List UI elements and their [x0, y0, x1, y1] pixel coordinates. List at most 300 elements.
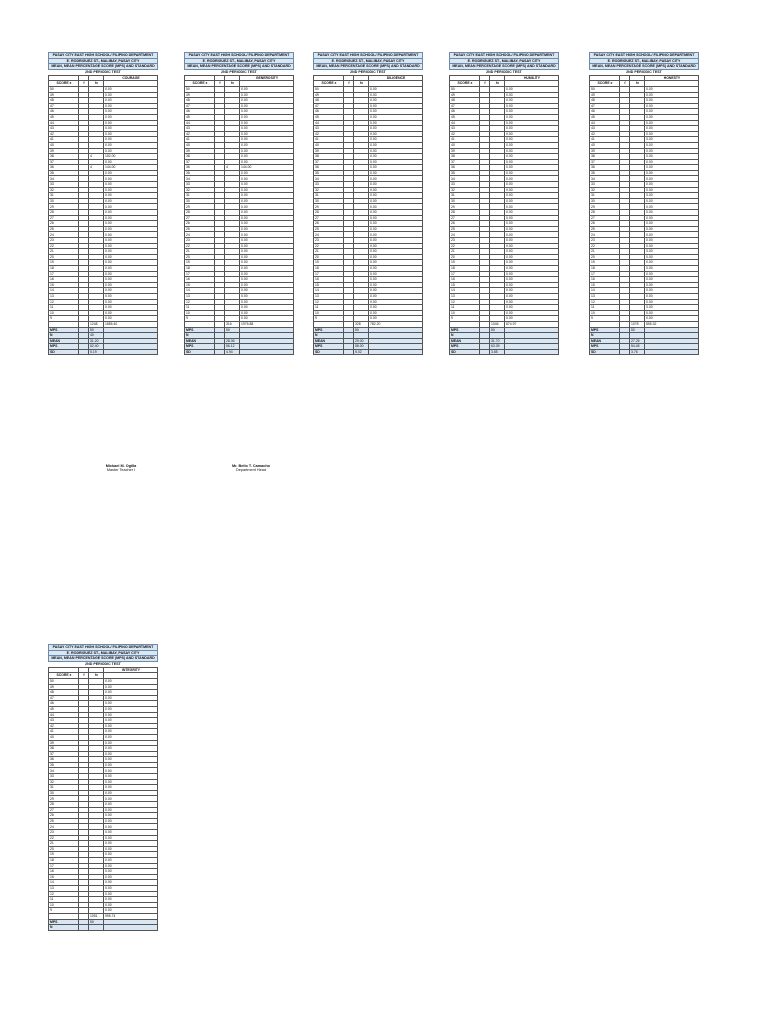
- score-cell: 12: [314, 299, 344, 305]
- fx-cell: 0.00: [505, 226, 559, 232]
- score-cell: 47: [450, 103, 480, 109]
- fx-cell: 0.00: [505, 221, 559, 227]
- fx-cell: 0.00: [240, 226, 294, 232]
- fx-cell: 0.00: [369, 148, 423, 154]
- fx-cell: 0.00: [369, 165, 423, 171]
- score-cell: 27: [450, 215, 480, 221]
- fx-cell: 0.00: [645, 182, 699, 188]
- score-cell: 33: [185, 182, 215, 188]
- score-cell: 27: [314, 215, 344, 221]
- fx-cell: 0.00: [505, 282, 559, 288]
- school-header: [313, 52, 423, 70]
- score-cell: 32: [185, 187, 215, 193]
- fx-cell: 0.00: [505, 305, 559, 311]
- stat-value: 3.76: [630, 349, 645, 355]
- fx-cell: 0.00: [104, 796, 158, 802]
- fx-cell: 0.00: [645, 254, 699, 260]
- fx-cell: 0.00: [645, 204, 699, 210]
- score-cell: 36: [314, 165, 344, 171]
- subject-label: HONESTY: [645, 75, 699, 81]
- fx-cell: 0.00: [104, 131, 158, 137]
- score-cell: 49: [314, 92, 344, 98]
- score-cell: 25: [49, 226, 79, 232]
- score-cell: 20: [49, 254, 79, 260]
- fx-cell: 0.00: [104, 706, 158, 712]
- score-cell: 22: [185, 243, 215, 249]
- score-cell: 22: [49, 835, 79, 841]
- col-score: SCORE x: [49, 673, 79, 679]
- fx-cell: 0.00: [104, 740, 158, 746]
- fx-cell: 0.00: [104, 830, 158, 836]
- col-fx: fx: [630, 81, 645, 87]
- fx-cell: 0.00: [369, 131, 423, 137]
- score-cell: 14: [185, 288, 215, 294]
- fx-cell: 0.00: [240, 232, 294, 238]
- fx-cell: 0.00: [505, 265, 559, 271]
- score-cell: 50: [49, 86, 79, 92]
- fx-cell: 0.00: [369, 265, 423, 271]
- score-cell: 44: [49, 120, 79, 126]
- stat-row: [185, 349, 294, 355]
- score-cell: 30: [49, 198, 79, 204]
- fx-cell: 0.00: [104, 841, 158, 847]
- fx-cell: 0.00: [645, 131, 699, 137]
- score-cell: 15: [314, 282, 344, 288]
- header-line: E. RODRIGUEZ ST., MALIBAY, PASAY CITY: [590, 59, 698, 65]
- score-cell: 9: [314, 316, 344, 322]
- header-line: E. RODRIGUEZ ST., MALIBAY, PASAY CITY: [314, 59, 422, 65]
- score-cell: 25: [590, 226, 620, 232]
- score-cell: 42: [450, 131, 480, 137]
- fx-cell: 0.00: [104, 818, 158, 824]
- score-cell: 39: [590, 148, 620, 154]
- header-line: PASAY CITY EAST HIGH SCHOOL/ FILIPINO DEPARTMENT: [49, 53, 157, 59]
- score-cell: 42: [49, 131, 79, 137]
- fx-cell: 0.00: [505, 142, 559, 148]
- score-cell: 31: [49, 785, 79, 791]
- fx-cell: 0.00: [240, 148, 294, 154]
- score-cell: 49: [49, 92, 79, 98]
- score-cell: 36: [450, 165, 480, 171]
- fx-cell: 0.00: [645, 193, 699, 199]
- score-cell: 31: [185, 193, 215, 199]
- score-cell: 20: [450, 254, 480, 260]
- score-cell: 50: [450, 86, 480, 92]
- fx-cell: 0.00: [104, 762, 158, 768]
- subject-label: COURAGE: [104, 75, 158, 81]
- score-sheet-generosity: [184, 52, 294, 355]
- score-cell: 30: [590, 198, 620, 204]
- col-f: f: [79, 673, 89, 679]
- score-cell: 26: [49, 221, 79, 227]
- stat-label: MPS: [49, 919, 79, 925]
- col-fx: fx: [354, 81, 369, 87]
- fx-cell: 0.00: [505, 215, 559, 221]
- score-cell: 26: [185, 221, 215, 227]
- stat-value: 28.06: [225, 338, 240, 344]
- score-cell: 16: [450, 277, 480, 283]
- score-cell: 23: [590, 238, 620, 244]
- fx-cell: 0.00: [369, 310, 423, 316]
- fx-cell: 0.00: [104, 880, 158, 886]
- score-cell: 45: [49, 114, 79, 120]
- score-cell: 10: [590, 310, 620, 316]
- fx-cell: 0.00: [240, 238, 294, 244]
- fx-cell: 0.00: [505, 254, 559, 260]
- col-f: f: [480, 81, 490, 87]
- score-cell: 48: [450, 98, 480, 104]
- fx-cell: 0.00: [104, 779, 158, 785]
- score-cell: 25: [185, 226, 215, 232]
- score-cell: 22: [314, 243, 344, 249]
- fx-cell: 0.00: [104, 159, 158, 165]
- stat-label: MEAN: [314, 338, 344, 344]
- col-f: f: [344, 81, 354, 87]
- stat-value: 27.25: [630, 338, 645, 344]
- fx-cell: 0.00: [104, 863, 158, 869]
- col-score: SCORE x: [314, 81, 344, 87]
- stat-label: MPS: [49, 327, 79, 333]
- fx-cell: 0.00: [240, 316, 294, 322]
- score-cell: 11: [49, 305, 79, 311]
- fx-cell: 0.00: [645, 305, 699, 311]
- fx-cell: 0.00: [240, 243, 294, 249]
- fx-cell: 0.00: [104, 757, 158, 763]
- signature-title: Master Teacher I: [106, 468, 136, 472]
- fx-cell: 0.00: [104, 293, 158, 299]
- score-cell: 27: [49, 215, 79, 221]
- fx-cell: 0.00: [505, 176, 559, 182]
- fx-cell: 0.00: [505, 114, 559, 120]
- fx-cell: 0.00: [104, 310, 158, 316]
- fx-cell: 0.00: [645, 198, 699, 204]
- fx-cell: 0.00: [645, 238, 699, 244]
- fx-cell: 0.00: [104, 92, 158, 98]
- score-cell: 11: [314, 305, 344, 311]
- total-f: 1046: [490, 321, 505, 327]
- fx-cell: 0.00: [505, 148, 559, 154]
- score-cell: 28: [450, 210, 480, 216]
- header-line: E. RODRIGUEZ ST., MALIBAY, PASAY CITY: [450, 59, 558, 65]
- stat-label: MEAN: [450, 338, 480, 344]
- stat-label: MEAN: [49, 338, 79, 344]
- fx-cell: 0.00: [369, 204, 423, 210]
- score-cell: 14: [49, 288, 79, 294]
- score-cell: 30: [450, 198, 480, 204]
- stat-value: 63.39: [490, 344, 505, 350]
- fx-cell: 0.00: [645, 210, 699, 216]
- stat-value: 4.94: [225, 349, 240, 355]
- f-cell: 4: [89, 154, 104, 160]
- score-cell: 24: [49, 824, 79, 830]
- fx-cell: 0.00: [104, 254, 158, 260]
- score-cell: 12: [185, 299, 215, 305]
- score-cell: 12: [590, 299, 620, 305]
- fx-cell: 0.00: [645, 271, 699, 277]
- score-cell: 12: [450, 299, 480, 305]
- col-fx: fx: [89, 673, 104, 679]
- fx-cell: 0.00: [104, 723, 158, 729]
- fx-cell: 0.00: [369, 142, 423, 148]
- fx-cell: 0.00: [645, 215, 699, 221]
- stat-row: [590, 349, 699, 355]
- school-header: [449, 52, 559, 70]
- score-cell: 26: [450, 221, 480, 227]
- col-score: SCORE x: [49, 81, 79, 87]
- fx-cell: 0.00: [645, 126, 699, 132]
- stat-label: SD: [450, 349, 480, 355]
- fx-cell: 0.00: [369, 187, 423, 193]
- score-cell: 19: [314, 260, 344, 266]
- subject-label: INTEGRITY: [104, 667, 158, 673]
- fx-cell: 0.00: [104, 802, 158, 808]
- stat-row: [314, 349, 423, 355]
- score-cell: 31: [450, 193, 480, 199]
- fx-cell: 0.00: [369, 277, 423, 283]
- score-cell: 41: [590, 137, 620, 143]
- stat-label: N: [450, 333, 480, 339]
- fx-cell: 0.00: [104, 103, 158, 109]
- stat-value: 50: [490, 327, 505, 333]
- score-cell: 49: [590, 92, 620, 98]
- fx-cell: 0.00: [505, 120, 559, 126]
- fx-cell: 0.00: [104, 316, 158, 322]
- fx-cell: 0.00: [645, 243, 699, 249]
- fx-cell: 0.00: [240, 187, 294, 193]
- score-cell: 25: [49, 818, 79, 824]
- fx-cell: 0.00: [240, 182, 294, 188]
- score-cell: 14: [49, 880, 79, 886]
- score-cell: 31: [49, 193, 79, 199]
- score-cell: 16: [185, 277, 215, 283]
- fx-cell: 0.00: [104, 785, 158, 791]
- header-line: E. RODRIGUEZ ST., MALIBAY, PASAY CITY: [49, 651, 157, 657]
- score-cell: 40: [49, 734, 79, 740]
- fx-cell: 0.00: [240, 249, 294, 255]
- score-cell: 42: [314, 131, 344, 137]
- score-cell: 33: [49, 182, 79, 188]
- score-cell: 46: [49, 701, 79, 707]
- score-cell: 21: [49, 249, 79, 255]
- fx-cell: 0.00: [369, 114, 423, 120]
- score-cell: 42: [185, 131, 215, 137]
- score-cell: 29: [185, 204, 215, 210]
- score-cell: 43: [49, 126, 79, 132]
- header-line: MEAN, MEAN PERCENTAGE SCORE (MPS) AND STANDARD: [51, 656, 155, 661]
- header-line: PASAY CITY EAST HIGH SCHOOL/ FILIPINO DEPARTMENT: [450, 53, 558, 59]
- frequency-table: [449, 75, 559, 356]
- stat-value: 40: [89, 333, 104, 339]
- frequency-table: [48, 75, 158, 356]
- score-cell: 12: [49, 891, 79, 897]
- fx-cell: 0.00: [645, 226, 699, 232]
- score-cell: 31: [590, 193, 620, 199]
- score-cell: 46: [314, 109, 344, 115]
- fx-cell: 0.00: [104, 187, 158, 193]
- score-cell: 38: [185, 154, 215, 160]
- header-line: MEAN, MEAN PERCENTAGE SCORE (MPS) AND STANDARD: [316, 64, 420, 69]
- fx-cell: 0.00: [505, 288, 559, 294]
- stat-label: N: [314, 333, 344, 339]
- score-cell: 18: [590, 265, 620, 271]
- fx-cell: 0.00: [505, 165, 559, 171]
- header-line: E. RODRIGUEZ ST., MALIBAY, PASAY CITY: [49, 59, 157, 65]
- score-cell: 31: [314, 193, 344, 199]
- fx-cell: 0.00: [369, 137, 423, 143]
- score-cell: 15: [450, 282, 480, 288]
- col-score: SCORE x: [450, 81, 480, 87]
- fx-cell: 0.00: [104, 701, 158, 707]
- fx-cell: 0.00: [369, 254, 423, 260]
- score-cell: 48: [590, 98, 620, 104]
- score-cell: 32: [590, 187, 620, 193]
- stat-label: MPS: [49, 344, 79, 350]
- fx-cell: 0.00: [104, 238, 158, 244]
- score-cell: 27: [185, 215, 215, 221]
- score-cell: 50: [49, 678, 79, 684]
- fx-cell: 0.00: [505, 271, 559, 277]
- stat-label: SD: [49, 349, 79, 355]
- fx-cell: 0.00: [645, 170, 699, 176]
- score-cell: 48: [49, 98, 79, 104]
- fx-cell: 0.00: [104, 243, 158, 249]
- score-cell: 21: [49, 841, 79, 847]
- fx-cell: 0.00: [645, 176, 699, 182]
- score-cell: 13: [49, 885, 79, 891]
- score-cell: 10: [314, 310, 344, 316]
- school-header: [48, 52, 158, 70]
- score-cell: 39: [314, 148, 344, 154]
- score-cell: 15: [185, 282, 215, 288]
- fx-cell: 0.00: [240, 204, 294, 210]
- test-title: 2ND PERIODIC TEST: [221, 69, 257, 74]
- fx-cell: 0.00: [369, 260, 423, 266]
- header-line: PASAY CITY EAST HIGH SCHOOL/ FILIPINO DEPARTMENT: [590, 53, 698, 59]
- fx-cell: 0.00: [104, 198, 158, 204]
- score-cell: 47: [49, 103, 79, 109]
- fx-cell: 0.00: [104, 874, 158, 880]
- fx-cell: 0.00: [645, 154, 699, 160]
- fx-cell: 144.00: [240, 165, 294, 171]
- fx-cell: 0.00: [505, 154, 559, 160]
- fx-cell: 0.00: [369, 176, 423, 182]
- fx-cell: 0.00: [645, 221, 699, 227]
- stat-value: [89, 925, 104, 931]
- fx-cell: 0.00: [104, 885, 158, 891]
- total-f: 1051: [89, 913, 104, 919]
- col-f: f: [620, 81, 630, 87]
- score-cell: 19: [49, 260, 79, 266]
- test-title: 2ND PERIODIC TEST: [85, 69, 121, 74]
- score-cell: 29: [49, 204, 79, 210]
- score-cell: 50: [185, 86, 215, 92]
- fx-cell: 0.00: [505, 310, 559, 316]
- score-cell: 23: [49, 238, 79, 244]
- fx-cell: 0.00: [104, 215, 158, 221]
- stat-label: MPS: [185, 327, 215, 333]
- stat-label: SD: [590, 349, 620, 355]
- total-fx: 782.20: [369, 321, 423, 327]
- fx-cell: 0.00: [240, 137, 294, 143]
- fx-cell: 0.00: [104, 176, 158, 182]
- score-cell: 41: [185, 137, 215, 143]
- score-cell: 24: [314, 232, 344, 238]
- score-cell: 17: [49, 271, 79, 277]
- score-cell: 18: [185, 265, 215, 271]
- signature-1: [86, 464, 156, 472]
- score-cell: 30: [49, 790, 79, 796]
- total-f: 1078: [630, 321, 645, 327]
- stat-row: [49, 349, 158, 355]
- fx-cell: 0.00: [104, 137, 158, 143]
- col-score: SCORE x: [590, 81, 620, 87]
- score-cell: 32: [450, 187, 480, 193]
- score-cell: 29: [49, 796, 79, 802]
- frequency-table: [313, 75, 423, 356]
- score-cell: 13: [49, 293, 79, 299]
- fx-cell: 0.00: [369, 159, 423, 165]
- score-cell: 43: [314, 126, 344, 132]
- score-cell: 19: [185, 260, 215, 266]
- fx-cell: 0.00: [240, 114, 294, 120]
- fx-cell: 0.00: [104, 221, 158, 227]
- frequency-table: [48, 667, 158, 931]
- score-cell: 33: [314, 182, 344, 188]
- score-cell: 32: [314, 187, 344, 193]
- fx-cell: 0.00: [505, 204, 559, 210]
- total-f: 1248: [89, 321, 104, 327]
- fx-cell: 0.00: [240, 98, 294, 104]
- fx-cell: 0.00: [240, 271, 294, 277]
- score-cell: 38: [49, 746, 79, 752]
- score-cell: 40: [450, 142, 480, 148]
- fx-cell: 0.00: [104, 182, 158, 188]
- stat-value: 50: [354, 327, 369, 333]
- fx-cell: 0.00: [104, 729, 158, 735]
- stat-label: MPS: [314, 327, 344, 333]
- frequency-table: [589, 75, 699, 356]
- fx-cell: 0.00: [104, 210, 158, 216]
- score-cell: 40: [49, 142, 79, 148]
- fx-cell: 0.00: [104, 857, 158, 863]
- score-cell: 48: [185, 98, 215, 104]
- subject-label: GENEROSITY: [240, 75, 294, 81]
- fx-cell: 0.00: [505, 126, 559, 132]
- score-cell: 45: [49, 706, 79, 712]
- fx-cell: 0.00: [645, 299, 699, 305]
- fx-cell: 0.00: [104, 712, 158, 718]
- stat-value: 62.40: [89, 344, 104, 350]
- score-cell: 46: [49, 109, 79, 115]
- score-cell: 38: [590, 154, 620, 160]
- fx-cell: 0.00: [645, 260, 699, 266]
- total-fx: 1975.88: [240, 321, 294, 327]
- score-cell: 23: [450, 238, 480, 244]
- score-cell: 45: [450, 114, 480, 120]
- fx-cell: 0.00: [104, 902, 158, 908]
- score-cell: 43: [450, 126, 480, 132]
- fx-cell: 0.00: [645, 265, 699, 271]
- fx-cell: 0.00: [104, 299, 158, 305]
- score-cell: 35: [314, 170, 344, 176]
- score-cell: 17: [185, 271, 215, 277]
- score-cell: 47: [49, 695, 79, 701]
- signature-name: Mickael M. Ogilla: [105, 464, 137, 468]
- fx-cell: 0.00: [104, 282, 158, 288]
- fx-cell: 0.00: [104, 807, 158, 813]
- header-line: MEAN, MEAN PERCENTAGE SCORE (MPS) AND STANDARD: [452, 64, 556, 69]
- fx-cell: 0.00: [104, 142, 158, 148]
